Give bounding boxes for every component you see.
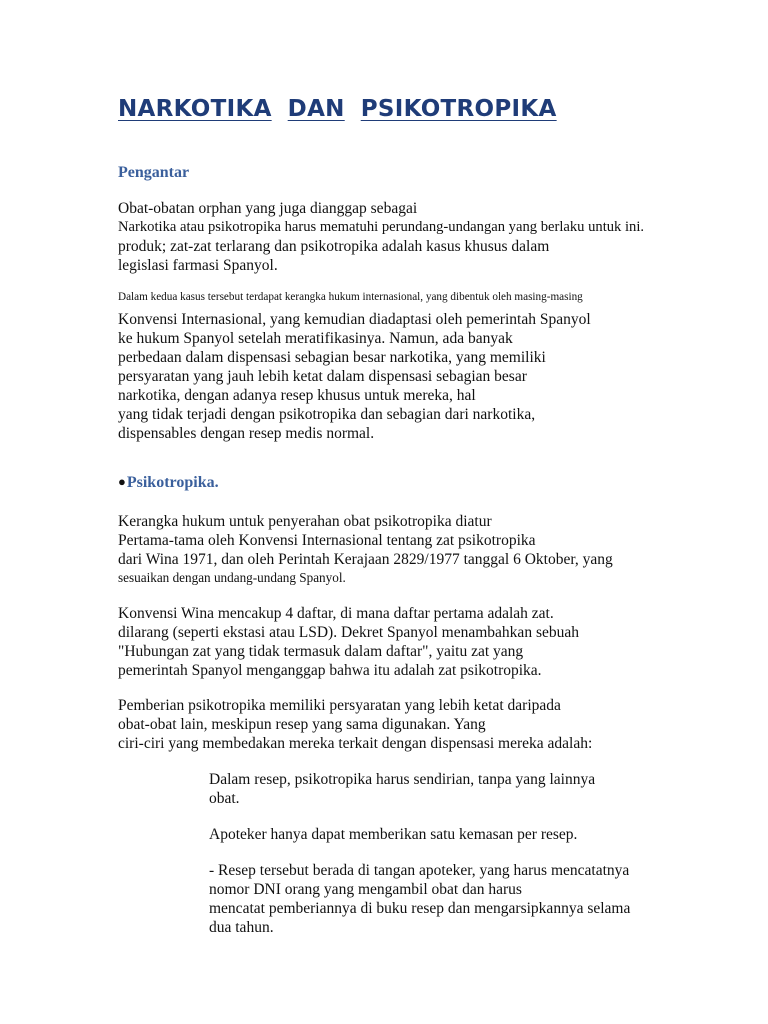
paragraph-line: dari Wina 1971, dan oleh Perintah Kerajaan 2829/1977 tanggal 6 Oktober, yang bbox=[118, 551, 613, 568]
section-heading-psikotropika bbox=[118, 474, 219, 492]
paragraph-line: ciri-ciri yang membedakan mereka terkait dengan dispensasi mereka adalah: bbox=[118, 735, 593, 752]
paragraph-line: perbedaan dalam dispensasi sebagian besar narkotika, yang memiliki bbox=[118, 349, 546, 366]
paragraph-line: dispensables dengan resep medis normal. bbox=[118, 425, 375, 442]
list-item-line: mencatat pemberiannya di buku resep dan mengarsipkannya selama bbox=[209, 900, 631, 917]
paragraph-line: dilarang (seperti ekstasi atau LSD). Dekret Spanyol menambahkan sebuah bbox=[118, 624, 579, 641]
paragraph-line: "Hubungan zat yang tidak termasuk dalam daftar", yaitu zat yang bbox=[118, 643, 524, 660]
list-item-line: dua tahun. bbox=[209, 919, 274, 936]
paragraph-line: sesuaikan dengan undang-undang Spanyol. bbox=[118, 570, 346, 585]
paragraph-line: obat-obat lain, meskipun resep yang sama digunakan. Yang bbox=[118, 716, 486, 733]
document-title bbox=[118, 96, 615, 122]
section-heading-label: Psikotropika. bbox=[126, 474, 219, 491]
list-item-line: Apoteker hanya dapat memberikan satu kemasan per resep. bbox=[209, 826, 578, 843]
paragraph-line-small: Dalam kedua kasus tersebut terdapat kerangka hukum internasional, yang dibentuk oleh masing-masing bbox=[118, 291, 583, 303]
paragraph-line: Pemberian psikotropika memiliki persyaratan yang lebih ketat daripada bbox=[118, 697, 561, 714]
title-word: DAN bbox=[287, 96, 345, 122]
paragraph-line: produk; zat-zat terlarang dan psikotropika adalah kasus khusus dalam bbox=[118, 238, 550, 255]
paragraph-line: Konvensi Wina mencakup 4 daftar, di mana daftar pertama adalah zat. bbox=[118, 605, 554, 622]
paragraph-line: yang tidak terjadi dengan psikotropika dan sebagian dari narkotika, bbox=[118, 406, 536, 423]
paragraph-line: legislasi farmasi Spanyol. bbox=[118, 257, 278, 274]
list-item-line: - Resep tersebut berada di tangan apoteker, yang harus mencatatnya bbox=[209, 862, 630, 879]
bullet-icon: ● bbox=[118, 474, 126, 489]
list-item-line: Dalam resep, psikotropika harus sendirian, tanpa yang lainnya bbox=[209, 771, 596, 788]
title-word: PSIKOTROPIKA bbox=[360, 96, 557, 122]
paragraph-line: Obat-obatan orphan yang juga dianggap sebagai bbox=[118, 200, 418, 217]
section-heading-pengantar: Pengantar bbox=[118, 164, 190, 181]
paragraph-line: ke hukum Spanyol setelah meratifikasinya. Namun, ada banyak bbox=[118, 330, 513, 347]
paragraph-line: persyaratan yang jauh lebih ketat dalam dispensasi sebagian besar bbox=[118, 368, 527, 385]
title-word: NARKOTIKA bbox=[118, 96, 272, 122]
list-item-line: nomor DNI orang yang mengambil obat dan harus bbox=[209, 881, 522, 898]
paragraph-line: narkotika, dengan adanya resep khusus untuk mereka, hal bbox=[118, 387, 476, 404]
paragraph-line: Narkotika atau psikotropika harus mematuhi perundang-undangan yang berlaku untuk ini. bbox=[118, 219, 645, 235]
paragraph-line: Pertama-tama oleh Konvensi Internasional tentang zat psikotropika bbox=[118, 532, 536, 549]
paragraph-line: Konvensi Internasional, yang kemudian diadaptasi oleh pemerintah Spanyol bbox=[118, 311, 591, 328]
list-item-line: obat. bbox=[209, 790, 240, 807]
paragraph-line: Kerangka hukum untuk penyerahan obat psikotropika diatur bbox=[118, 513, 492, 530]
paragraph-line: pemerintah Spanyol menganggap bahwa itu adalah zat psikotropika. bbox=[118, 662, 542, 679]
